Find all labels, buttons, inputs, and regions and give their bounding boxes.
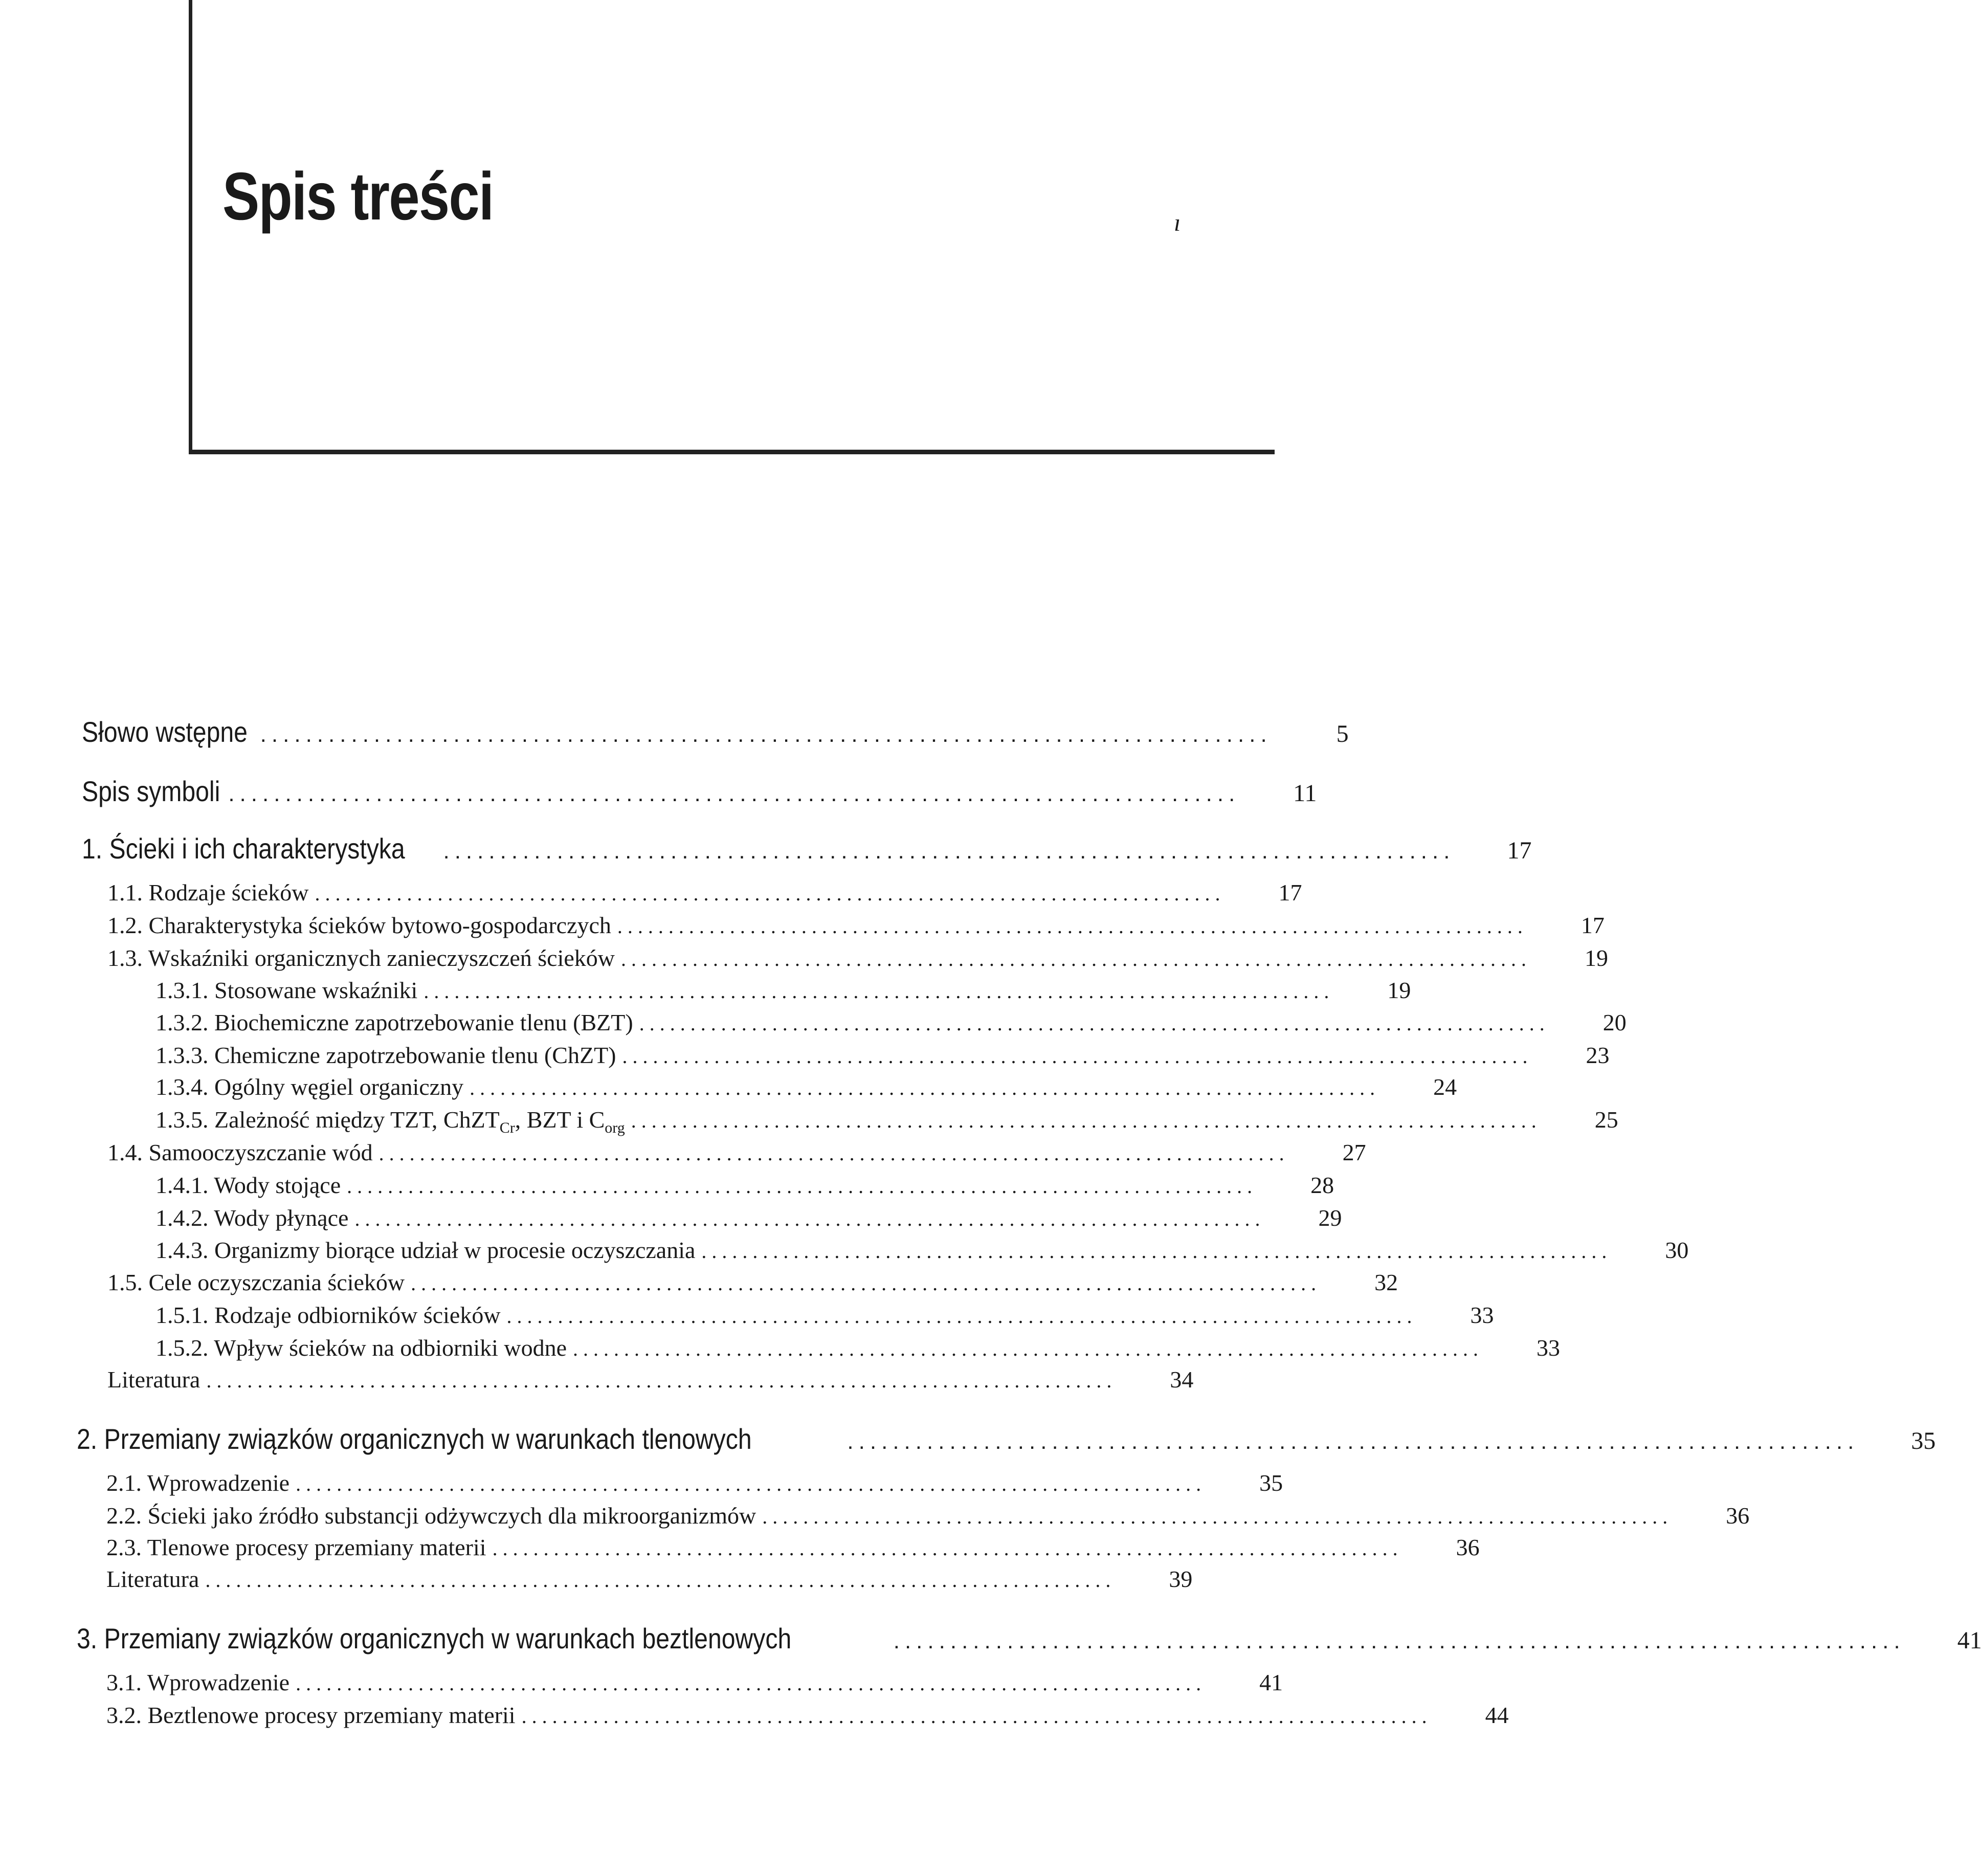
toc-entry[interactable]: 1.2. Charakterystyka ścieków bytowo-gospodarczych ......................................................................................... 17 — [107, 912, 1605, 938]
page-title: Spis treści — [222, 159, 494, 234]
toc-entry[interactable]: 1.1. Rodzaje ścieków ......................................................................................... 17 — [107, 879, 1302, 906]
toc-entry[interactable]: 1.4.1. Wody stojące ......................................................................................... 28 — [155, 1172, 1334, 1198]
toc-entry[interactable]: 1.3.3. Chemiczne zapotrzebowanie tlenu (ChZT) ......................................................................................... 23 — [155, 1042, 1610, 1068]
toc-chapter[interactable]: 3. Przemiany związków organicznych w warunkach beztlenowych ......................................................................................... 41 — [77, 1622, 1982, 1654]
toc-entry[interactable]: Spis symboli ......................................................................................... 11 — [82, 775, 1317, 807]
toc-chapter[interactable]: 2. Przemiany związków organicznych w warunkach tlenowych ......................................................................................... 35 — [77, 1423, 1936, 1455]
toc-entry[interactable]: 1.5.2. Wpływ ścieków na odbiorniki wodne ......................................................................................... 33 — [155, 1335, 1561, 1361]
toc-entry[interactable]: 1.5.1. Rodzaje odbiorników ścieków ......................................................................................... 33 — [155, 1302, 1494, 1328]
toc-entry[interactable]: 1.5. Cele oczyszczania ścieków ......................................................................................... 32 — [107, 1269, 1398, 1295]
toc-chapter[interactable]: 1. Ścieki i ich charakterystyka ......................................................................................... 17 — [82, 832, 1532, 865]
toc-entry[interactable]: 2.2. Ścieki jako źródło substancji odżywczych dla mikroorganizmów ......................................................................................... 36 — [106, 1503, 1750, 1529]
toc-entry[interactable]: 2.1. Wprowadzenie ......................................................................................... 35 — [106, 1470, 1283, 1496]
margin-mark: ı — [1174, 209, 1181, 236]
toc-entry[interactable]: Literatura ......................................................................................... 34 — [107, 1366, 1194, 1393]
toc-entry[interactable]: 3.1. Wprowadzenie ......................................................................................... 41 — [106, 1669, 1283, 1695]
toc-entry[interactable]: 1.3.2. Biochemiczne zapotrzebowanie tlenu (BZT) ......................................................................................... 20 — [155, 1009, 1627, 1035]
toc-entry[interactable]: 1.3.1. Stosowane wskaźniki ......................................................................................... 19 — [155, 977, 1411, 1003]
toc-entry[interactable]: 1.4. Samooczyszczanie wód ......................................................................................... 27 — [107, 1139, 1366, 1165]
toc-entry[interactable]: 1.3.4. Ogólny węgiel organiczny ......................................................................................... 24 — [155, 1074, 1457, 1100]
toc-entry[interactable]: Literatura ......................................................................................... 39 — [106, 1566, 1193, 1592]
toc-entry[interactable]: 1.4.3. Organizmy biorące udział w procesie oczyszczania ......................................................................................... 30 — [155, 1237, 1689, 1263]
toc-entry[interactable]: 1.4.2. Wody płynące ......................................................................................... 29 — [155, 1205, 1342, 1231]
toc-entry[interactable]: Słowo wstępne ......................................................................................... 5 — [82, 716, 1349, 748]
toc-entry[interactable]: 1.3. Wskaźniki organicznych zanieczyszczeń ścieków ......................................................................................... 19 — [107, 945, 1608, 971]
toc-entry[interactable]: 2.3. Tlenowe procesy przemiany materii ......................................................................................... 36 — [106, 1534, 1480, 1560]
toc-entry[interactable]: 3.2. Beztlenowe procesy przemiany materii ......................................................................................... 44 — [106, 1702, 1509, 1728]
toc-entry[interactable]: 1.3.5. Zależność między TZT, ChZT$_{Cr}$, BZT i $C_{org}$ ......................................................................................... 25 — [155, 1107, 1618, 1136]
